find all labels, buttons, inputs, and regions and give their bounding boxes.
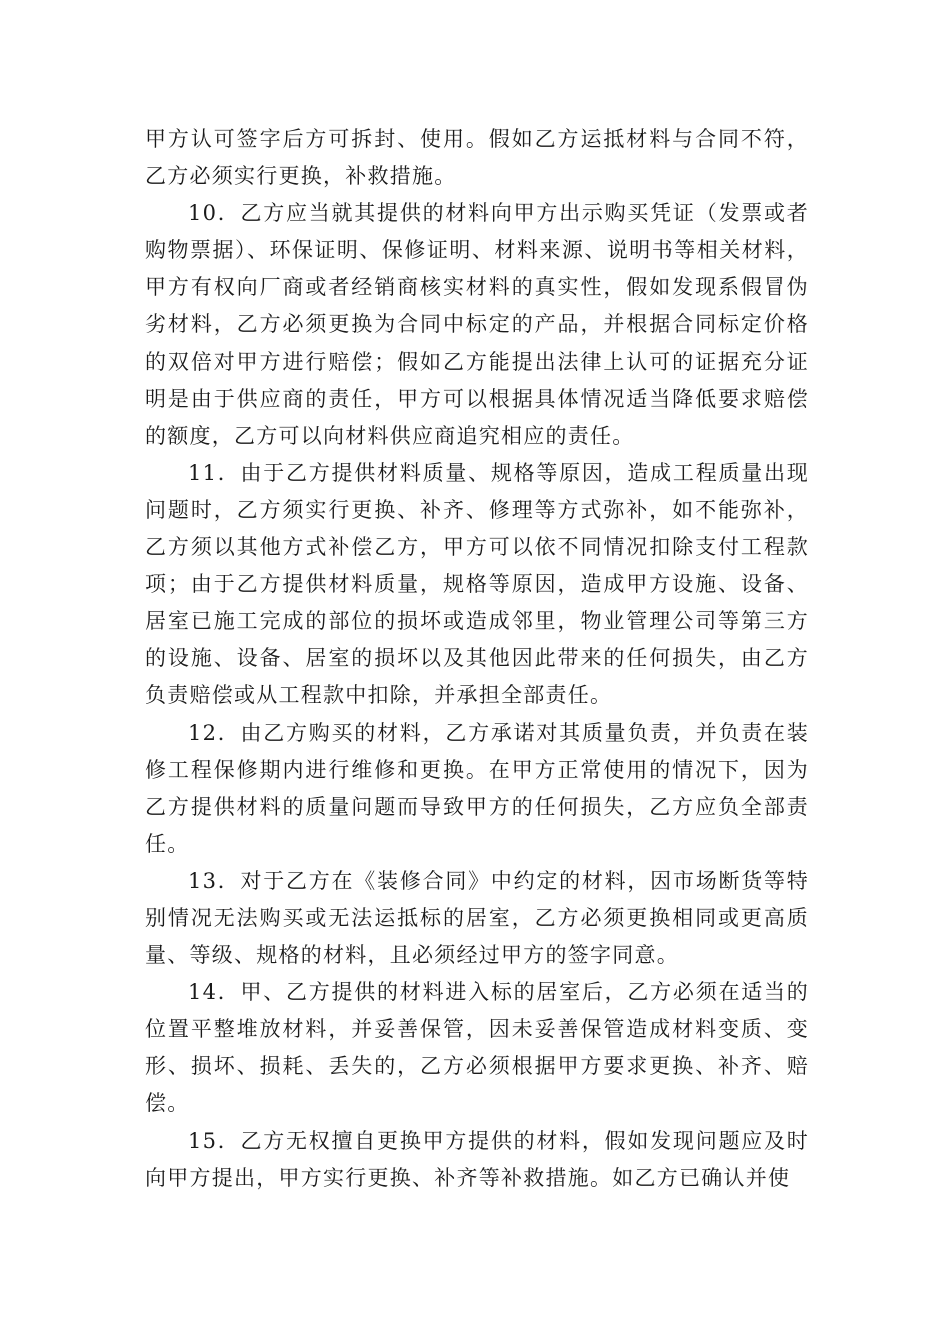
clause-10: 10．乙方应当就其提供的材料向甲方出示购买凭证（发票或者购物票据）、环保证明、保修证明、材料来源、说明书等相关材料，甲方有权向厂商或者经销商核实材料的真实性，假如发现系假冒伪劣材料，乙方必须更换为合同中标定的产品，并根据合同标定价格的双倍对甲方进行赔偿；假如乙方能提出法律上认可的证据充分证明是由于供应商的责任，甲方可以根据具体情况适当降低要求赔偿的额度，乙方可以向材料供应商追究相应的责任。 (145, 201, 809, 448)
clause-13: 13．对于乙方在《装修合同》中约定的材料，因市场断货等特别情况无法购买或无法运抵标的居室，乙方必须更换相同或更高质量、等级、规格的材料，且必须经过甲方的签字同意。 (145, 868, 809, 968)
paragraph-continuation: 甲方认可签字后方可拆封、使用。假如乙方运抵材料与合同不符，乙方必须实行更换，补救措施。 (145, 127, 809, 189)
clause-15: 15．乙方无权擅自更换甲方提供的材料，假如发现问题应及时向甲方提出，甲方实行更换、补齐等补救措施。如乙方已确认并使 (145, 1128, 809, 1190)
clause-14: 14．甲、乙方提供的材料进入标的居室后，乙方必须在适当的位置平整堆放材料，并妥善保管，因未妥善保管造成材料变质、变形、损坏、损耗、丢失的，乙方必须根据甲方要求更换、补齐、赔偿。 (145, 980, 809, 1116)
clause-11: 11．由于乙方提供材料质量、规格等原因，造成工程质量出现问题时，乙方须实行更换、补齐、修理等方式弥补，如不能弥补，乙方须以其他方式补偿乙方，甲方可以依不同情况扣除支付工程款项；由于乙方提供材料质量，规格等原因，造成甲方设施、设备、居室已施工完成的部位的损坏或造成邻里，物业管理公司等第三方的设施、设备、居室的损坏以及其他因此带来的任何损失，由乙方负责赔偿或从工程款中扣除，并承担全部责任。 (145, 460, 809, 708)
clause-12: 12．由乙方购买的材料，乙方承诺对其质量负责，并负责在装修工程保修期内进行维修和更换。在甲方正常使用的情况下，因为乙方提供材料的质量问题而导致甲方的任何损失，乙方应负全部责任。 (145, 720, 809, 856)
document-body (145, 121, 809, 1197)
